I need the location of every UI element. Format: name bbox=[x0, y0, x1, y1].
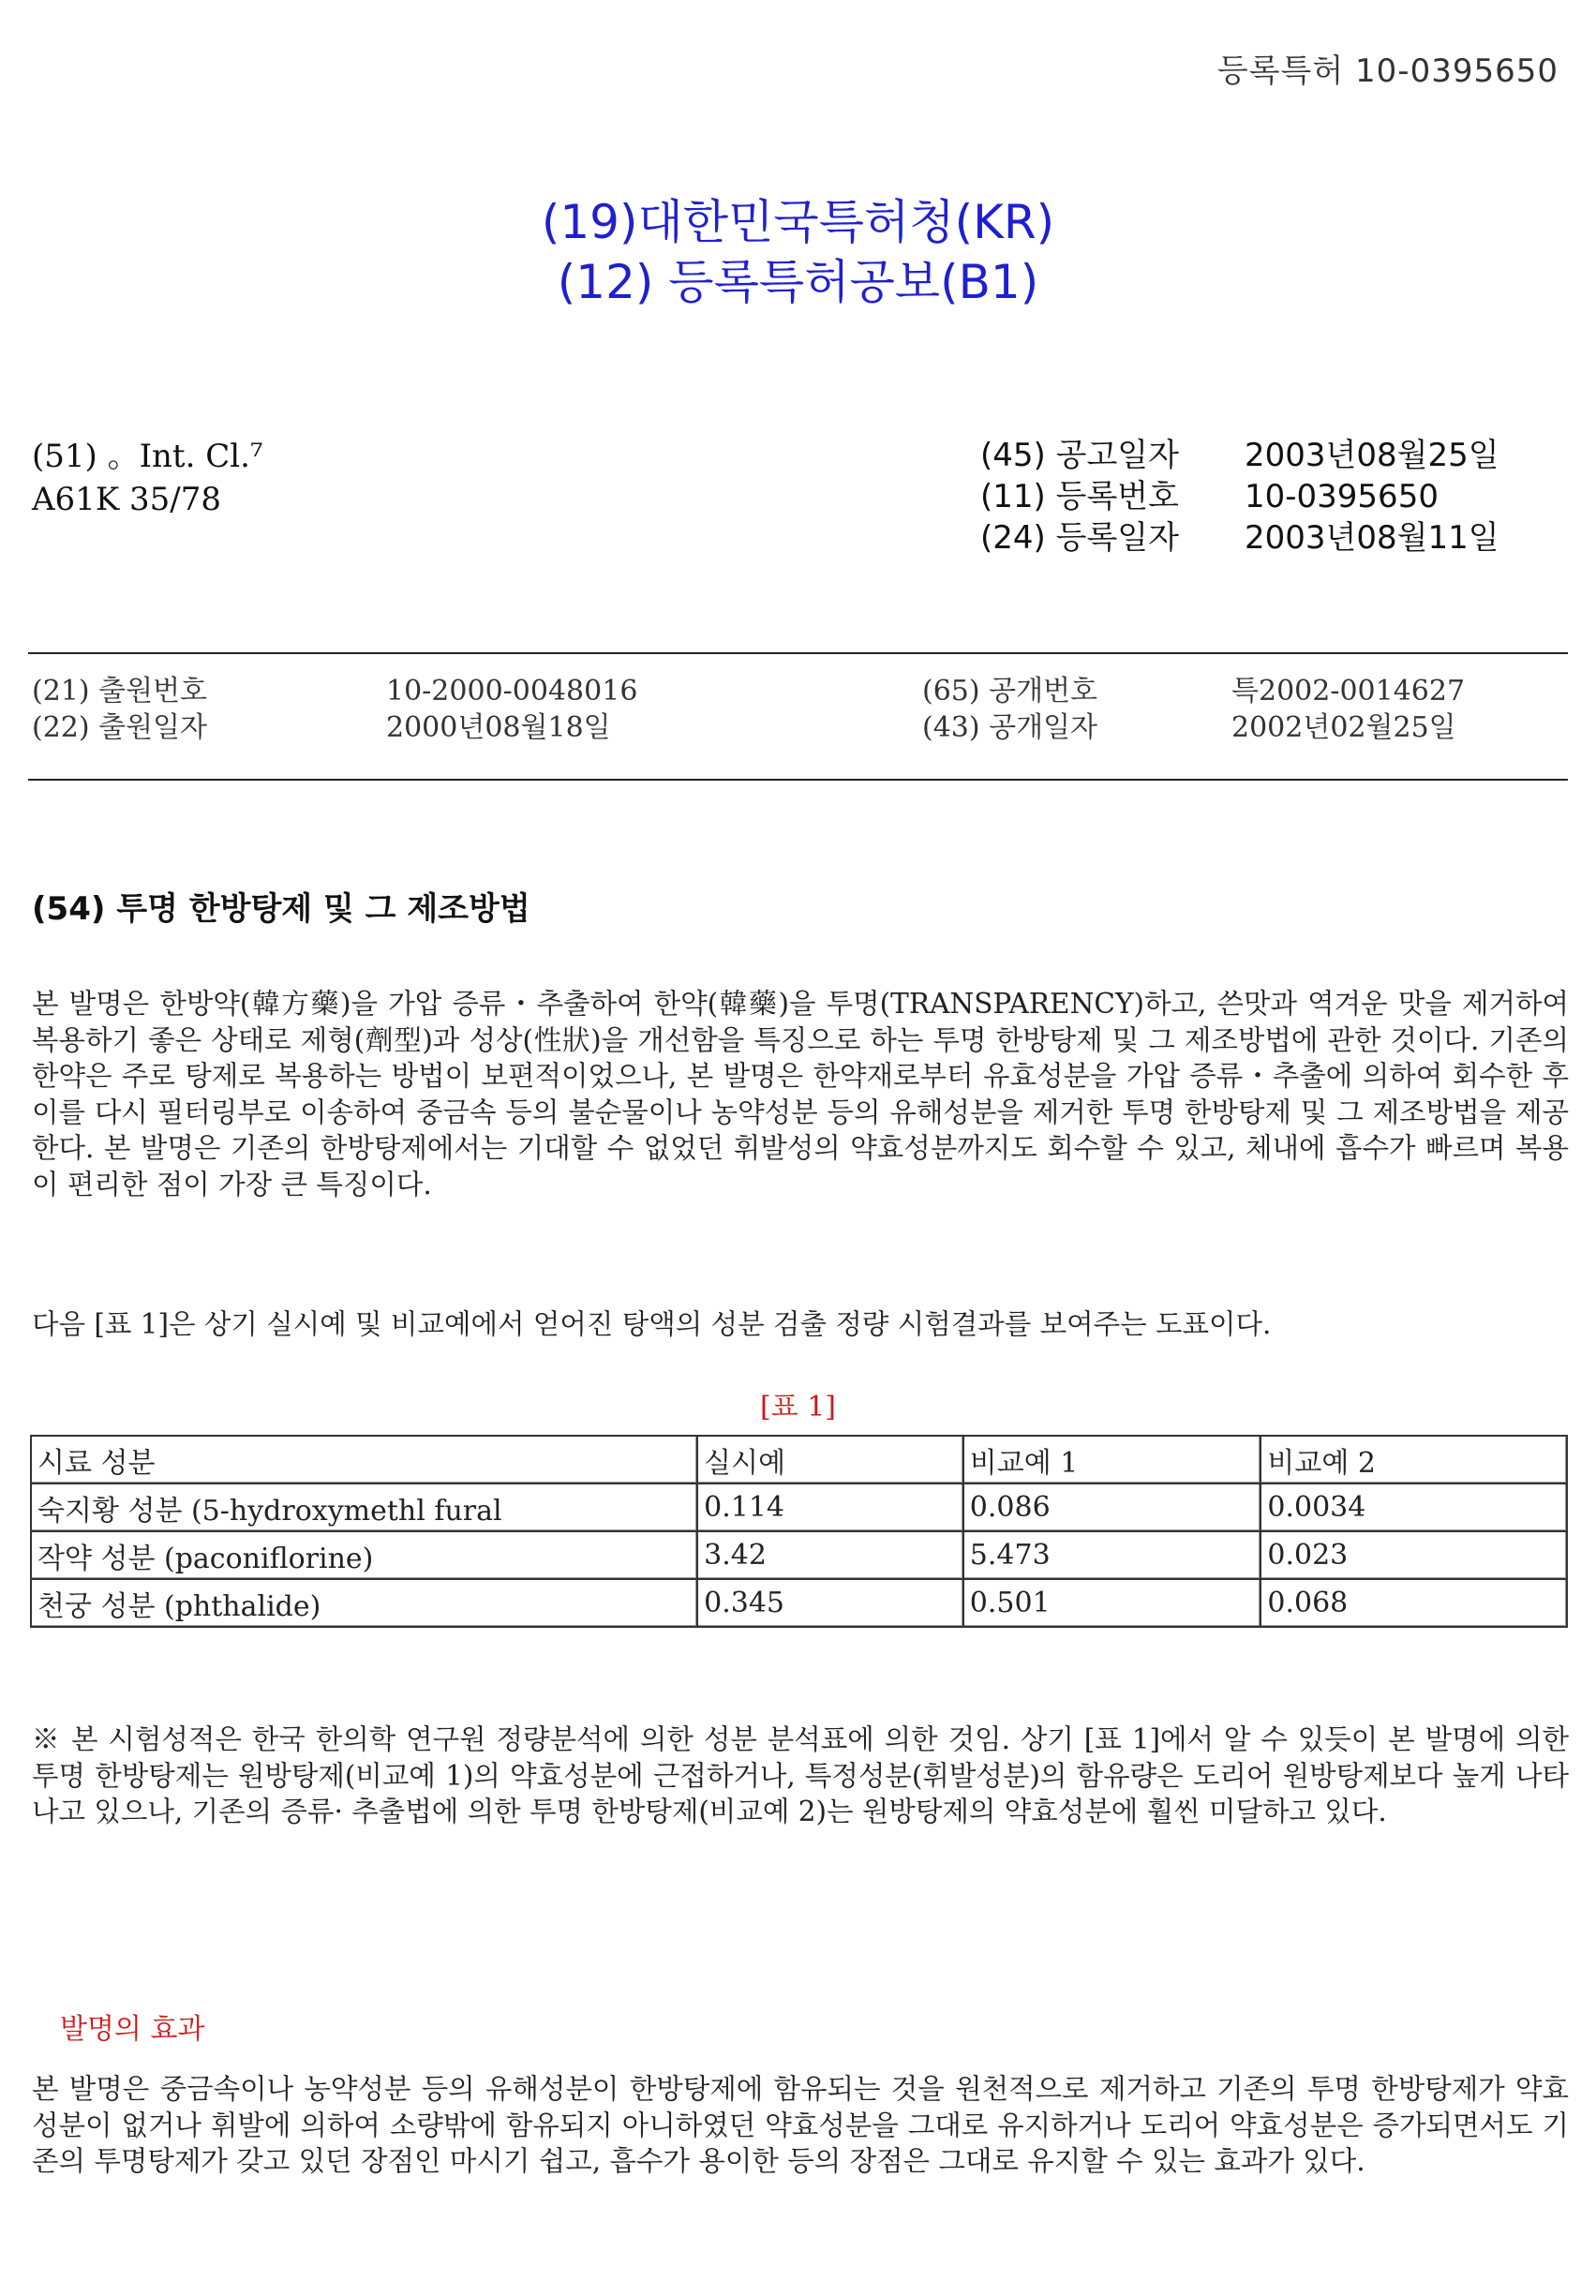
publication-value: 2003년08월11일 bbox=[1245, 519, 1499, 557]
table-row bbox=[31, 1579, 1567, 1627]
application-block-right bbox=[922, 673, 1465, 746]
top-divider bbox=[28, 652, 1568, 654]
table-header-cell: 시료 성분 bbox=[31, 1436, 697, 1483]
publication-row bbox=[980, 476, 1499, 517]
application-row bbox=[32, 709, 637, 746]
publication-block bbox=[980, 435, 1499, 559]
table-row bbox=[31, 1531, 1567, 1579]
table-cell: 5.473 bbox=[963, 1531, 1261, 1579]
table-header-cell: 비교예 2 bbox=[1260, 1436, 1567, 1483]
table-cell: 0.345 bbox=[697, 1579, 963, 1627]
table-cell: 0.114 bbox=[697, 1483, 963, 1531]
results-table bbox=[30, 1435, 1568, 1628]
table-cell: 0.023 bbox=[1260, 1531, 1567, 1579]
effects-paragraph: 본 발명은 중금속이나 농약성분 등의 유해성분이 한방탕제에 함유되는 것을 원천적으로 제거하고 기존의 투명 한방탕제가 약효성분이 없거나 휘발에 의하여 소량밖에 함유되지 아니하였던 약효성분을 그대로 유지하거나 도리어 약효성분은 증가되면서도 기존의 투명탕제가 갖고 있던 장점인 마시기 쉽고, 흡수가 용이한 등의 장점은 그대로 유지할 수 있는 효과가 있다. bbox=[32, 2073, 1569, 2177]
application-value: 2000년08월18일 bbox=[386, 711, 611, 744]
publication-row bbox=[980, 517, 1499, 559]
application-label: (65) 공개번호 bbox=[922, 675, 1098, 708]
table-header-cell: 실시예 bbox=[697, 1436, 963, 1483]
application-label: (43) 공개일자 bbox=[922, 711, 1098, 744]
publication-value: 10-0395650 bbox=[1245, 478, 1439, 515]
registration-number-header: 등록특허 10-0395650 bbox=[1216, 52, 1559, 90]
application-value: 10-2000-0048016 bbox=[386, 675, 638, 708]
table-cell: 0.501 bbox=[963, 1579, 1261, 1627]
test-note-paragraph: ※ 본 시험성적은 한국 한의학 연구원 정량분석에 의한 성분 분석표에 의한 것임. 상기 [표 1]에서 알 수 있듯이 본 발명에 의한 투명 한방탕제는 원방탕제(비교예 1)의 약효성분에 근접하거나, 특정성분(휘발성분)의 함유량은 도리어 원방탕제보다 높게 나타나고 있으나, 기존의 증류· 추출법에 의한 투명 한방탕제(비교예 2)는 원방탕제의 약효성분에 훨씬 미달하고 있다. bbox=[32, 1723, 1569, 1827]
table-cell: 숙지황 성분 (5-hydroxymethl fural bbox=[31, 1483, 697, 1531]
application-label: (21) 출원번호 bbox=[32, 675, 208, 708]
application-value: 특2002-0014627 bbox=[1231, 675, 1466, 708]
publication-value: 2003년08월25일 bbox=[1245, 437, 1499, 474]
application-label: (22) 출원일자 bbox=[32, 711, 208, 744]
bottom-divider bbox=[28, 779, 1568, 781]
table-cell: 작약 성분 (paconiflorine) bbox=[31, 1531, 697, 1579]
table-header-row bbox=[31, 1436, 1567, 1483]
table-cell: 0.068 bbox=[1260, 1579, 1567, 1627]
application-value: 2002년02월25일 bbox=[1231, 711, 1456, 744]
table-cell: 3.42 bbox=[697, 1531, 963, 1579]
table-header-cell: 비교예 1 bbox=[963, 1436, 1261, 1483]
publication-row bbox=[980, 435, 1499, 476]
table-cell: 천궁 성분 (phthalide) bbox=[31, 1579, 697, 1627]
table-row bbox=[31, 1483, 1567, 1531]
int-cl-code: A61K 35/78 bbox=[32, 481, 222, 518]
application-row bbox=[922, 709, 1465, 746]
publication-label: (11) 등록번호 bbox=[980, 478, 1179, 515]
table-caption: [표 1] bbox=[759, 1391, 836, 1424]
table-cell: 0.086 bbox=[963, 1483, 1261, 1531]
publication-label: (45) 공고일자 bbox=[980, 437, 1179, 474]
classification-block bbox=[32, 435, 263, 521]
application-row bbox=[32, 673, 637, 709]
application-block-left bbox=[32, 673, 637, 746]
int-cl-label: (51) 。Int. Cl.⁷ bbox=[32, 438, 263, 475]
effects-heading: 발명의 효과 bbox=[60, 2013, 205, 2046]
table-intro-paragraph: 다음 [표 1]은 상기 실시예 및 비교예에서 얻어진 탕액의 성분 검출 정량 시험결과를 보여주는 도표이다. bbox=[32, 1308, 1272, 1340]
invention-title: (54) 투명 한방탕제 및 그 제조방법 bbox=[32, 890, 530, 928]
abstract-paragraph: 본 발명은 한방약(韓方藥)을 가압 증류・추출하여 한약(韓藥)을 투명(TRANSPARENCY)하고, 쓴맛과 역겨운 맛을 제거하여 복용하기 좋은 상태로 제형(劑型)과 성상(性狀)을 개선함을 특징으로 하는 투명 한방탕제 및 그 제조방법에 관한 것이다. 기존의 한약은 주로 탕제로 복용하는 방법이 보편적이었으나, 본 발명은 한약재로부터 유효성분을 가압 증류・추출에 의하여 회수한 후 이를 다시 필터링부로 이송하여 중금속 등의 불순물이나 농약성분 등의 유해성분을 제거한 투명 한방탕제 및 그 제조방법을 제공한다. 본 발명은 기존의 한방탕제에서는 기대할 수 없었던 휘발성의 약효성분까지도 회수할 수 있고, 체내에 흡수가 빠르며 복용이 편리한 점이 가장 큰 특징이다. bbox=[32, 988, 1569, 1200]
gazette-type-title: (12) 등록특허공보(B1) bbox=[557, 255, 1039, 309]
table-cell: 0.0034 bbox=[1260, 1483, 1567, 1531]
publication-label: (24) 등록일자 bbox=[980, 519, 1179, 557]
office-title: (19)대한민국특허청(KR) bbox=[541, 195, 1055, 249]
application-row bbox=[922, 673, 1465, 709]
